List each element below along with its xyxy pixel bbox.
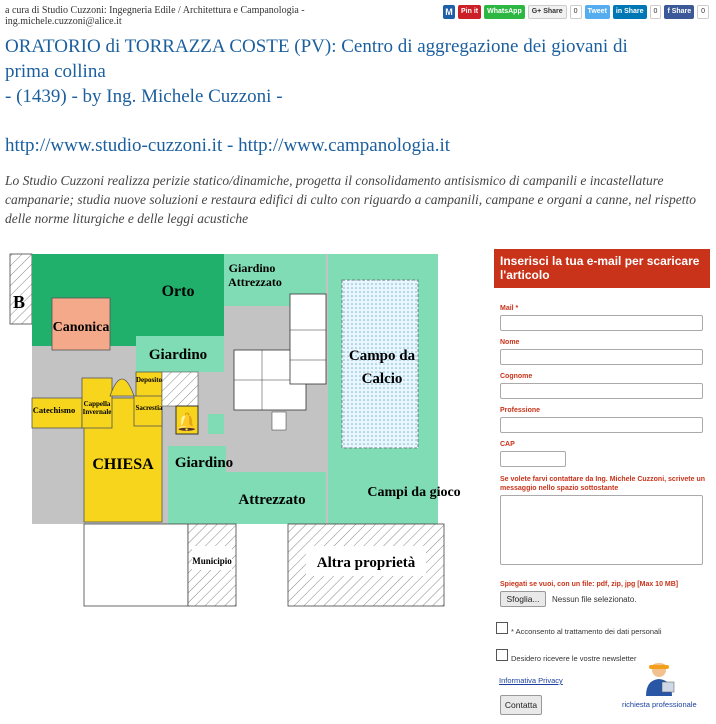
map-label-campi-gioco: Campi da gioco — [367, 485, 461, 500]
map-building-wing — [290, 294, 326, 384]
site-credit: a cura di Studio Cuzzoni: Ingegneria Edile / Architettura e Campanologia - ing.michele.cuzzoni@alice.it — [5, 5, 305, 27]
cognome-label: Cognome — [500, 373, 533, 380]
pro-request-link[interactable]: richiesta professionale — [622, 700, 697, 709]
browse-button[interactable]: Sfoglia... — [500, 591, 546, 607]
map-label-sacrestia: Sacrestia — [135, 404, 163, 412]
newsletter-label: Desidero ricevere le vostre newsletter — [511, 654, 637, 663]
map-label-cappella-2: Invernale — [82, 408, 112, 416]
site-urls[interactable]: http://www.studio-cuzzoni.it - http://www.campanologia.it — [5, 135, 451, 156]
map-area-hatch-near-deposito — [162, 372, 198, 406]
contatta-button[interactable]: Contatta — [500, 695, 542, 715]
title-line-1: ORATORIO di TORRAZZA COSTE (PV): Centro di aggregazione dei giovani di — [5, 36, 628, 57]
map-label-deposito: Deposito — [135, 376, 163, 384]
map-label-orto: Orto — [161, 283, 195, 300]
nome-input[interactable] — [500, 349, 703, 365]
site-plan — [6, 250, 486, 610]
message-textarea[interactable] — [500, 495, 703, 565]
professione-input[interactable] — [500, 417, 703, 433]
professione-label: Professione — [500, 407, 541, 414]
gplus-count: 0 — [570, 5, 582, 19]
facebook-count: 0 — [697, 5, 709, 19]
share-m-button[interactable]: M — [443, 5, 455, 19]
linkedin-button[interactable]: in Share — [613, 5, 647, 19]
map-label-catechismo: Catechismo — [32, 405, 76, 415]
map-label-campo-1: Campo da — [348, 348, 416, 364]
page-title — [5, 34, 705, 109]
consent-label: * Acconsento al trattamento dei dati personali — [511, 627, 662, 636]
file-status: Nessun file selezionato. — [552, 595, 637, 604]
map-label-canonica: Canonica — [52, 320, 110, 335]
map-label-giardino-top: Giardino — [148, 347, 208, 363]
map-area-bottom-left — [84, 524, 188, 606]
gplus-button[interactable]: G+ Share — [528, 5, 567, 19]
map-label-cappella-1: Cappella — [83, 400, 111, 408]
intro-text: Lo Studio Cuzzoni realizza perizie statico/dinamiche, progetta il consolidamento antisismico di campanili e incastellature campanarie; studia nuove soluzioni e restaura edifici di culto con riguardo a campanili, campane e organi a canne, nel rispetto delle norme liturgiche e delle leggi acustiche — [5, 173, 697, 226]
map-label-altra-proprieta: Altra proprietà — [316, 555, 416, 571]
contact-form — [494, 249, 710, 719]
map-label-campo-2: Calcio — [361, 371, 403, 387]
mail-label: Mail * — [500, 305, 519, 312]
map-area-b — [10, 254, 32, 324]
tweet-button[interactable]: Tweet — [585, 5, 610, 19]
pinterest-button[interactable]: Pin it — [458, 5, 481, 19]
map-area-small-green — [208, 414, 224, 434]
message-note: Se volete farvi contattare da Ing. Michele Cuzzoni, scrivete un messaggio nello spazio sottostante — [500, 476, 705, 492]
map-area-campo-calcio — [342, 280, 418, 448]
newsletter-checkbox[interactable] — [496, 649, 508, 661]
map-label-b: B — [12, 292, 26, 312]
cap-label: CAP — [500, 441, 515, 448]
bell-icon: 🔔 — [175, 412, 199, 432]
title-line-2: prima collina — [5, 61, 106, 82]
title-line-3: - (1439) - by Ing. Michele Cuzzoni - — [5, 86, 283, 107]
map-label-giardino-mid: Giardino — [174, 455, 234, 471]
map-label-attrezzato: Attrezzato — [238, 492, 306, 508]
share-bar — [443, 4, 709, 19]
file-note: Spiegati se vuoi, con un file: pdf, zip, jpg [Max 10 MB] — [500, 581, 679, 588]
cap-input[interactable] — [500, 451, 566, 467]
form-heading: Inserisci la tua e-mail per scaricare l'articolo — [494, 249, 710, 288]
whatsapp-button[interactable]: WhatsApp — [484, 5, 525, 19]
facebook-button[interactable]: f Share — [664, 5, 694, 19]
map-label-chiesa: CHIESA — [92, 456, 154, 473]
map-label-municipio: Municipio — [192, 556, 232, 566]
cognome-input[interactable] — [500, 383, 703, 399]
professional-avatar-icon[interactable] — [640, 660, 678, 696]
privacy-link[interactable]: Informativa Privacy — [499, 676, 563, 685]
linkedin-count: 0 — [650, 5, 662, 19]
mail-input[interactable] — [500, 315, 703, 331]
map-label-giardino-attrezzato-1: Giardino — [228, 261, 276, 275]
consent-checkbox[interactable] — [496, 622, 508, 634]
nome-label: Nome — [500, 339, 520, 346]
map-label-giardino-attrezzato-2: Attrezzato — [228, 275, 282, 289]
